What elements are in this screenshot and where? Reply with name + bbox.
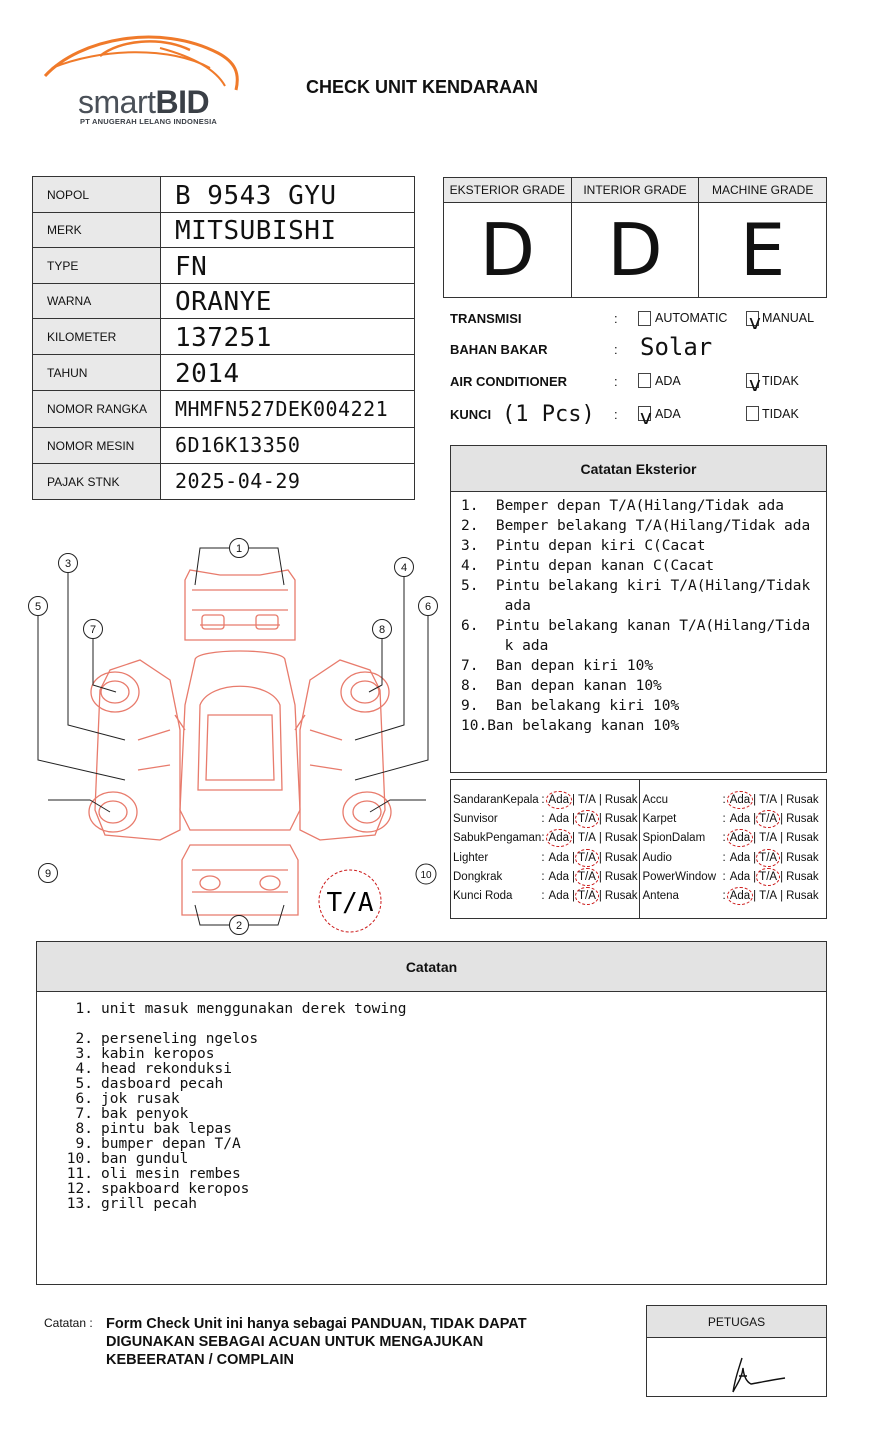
- exterior-notes-title: Catatan Eksterior: [451, 446, 826, 492]
- accessory-option-ada[interactable]: Ada: [548, 832, 569, 845]
- accessory-option-ada[interactable]: Ada: [548, 793, 569, 806]
- info-row-nopol: [33, 177, 414, 213]
- list-item: [65, 1032, 826, 1047]
- automatic-checkbox[interactable]: [638, 311, 651, 326]
- list-item: 8. Ban depan kanan 10%: [461, 678, 662, 694]
- list-item: [65, 1047, 826, 1062]
- list-item: [65, 1077, 826, 1092]
- accessory-name: Dongkrak: [453, 870, 503, 883]
- option-separator: |: [572, 832, 575, 845]
- kunci-tidak-checkbox[interactable]: [746, 406, 759, 421]
- info-value: MHMFN527DEK004221: [175, 396, 389, 421]
- info-label: MERK: [33, 213, 161, 247]
- accessory-colon: :: [722, 870, 726, 883]
- accessory-option-rusak[interactable]: Rusak: [604, 832, 638, 845]
- exterior-grade: [444, 178, 572, 297]
- grade-value: D: [607, 208, 663, 292]
- list-item: 9. Ban belakang kiri 10%: [461, 698, 680, 714]
- accessory-option-rusak[interactable]: Rusak: [604, 851, 638, 864]
- callout-7: [84, 620, 103, 639]
- signature-icon: [647, 1338, 826, 1396]
- option-separator: |: [753, 851, 757, 864]
- accessory-option-ta[interactable]: T/A: [759, 793, 778, 806]
- accessories-box: [450, 779, 827, 919]
- list-item: 10.Ban belakang kanan 10%: [461, 718, 680, 734]
- callout-10: [416, 864, 436, 884]
- accessories-right-column: [639, 780, 827, 918]
- info-label: NOMOR RANGKA: [33, 391, 161, 427]
- interior-grade: [572, 178, 700, 297]
- accessory-options: [723, 852, 820, 864]
- logo-smart-text: smart: [78, 84, 156, 120]
- officer-label: PETUGAS: [647, 1306, 826, 1338]
- info-value: 6D16K13350: [175, 433, 301, 457]
- svg-text:6: 6: [424, 601, 432, 613]
- kunci-count: (1 Pcs): [502, 402, 595, 427]
- car-outline: [89, 570, 391, 915]
- list-item: [65, 1152, 826, 1167]
- option-separator: |: [753, 793, 757, 806]
- accessory-option-ada[interactable]: Ada: [548, 870, 569, 883]
- transmisi-label: TRANSMISI: [450, 311, 522, 326]
- accessory-row: [643, 809, 827, 828]
- option-separator: |: [598, 793, 602, 806]
- list-item: [65, 1122, 826, 1137]
- accessory-colon: :: [722, 832, 726, 845]
- accessory-option-ta[interactable]: T/A: [759, 870, 778, 883]
- list-item: [65, 1062, 826, 1077]
- svg-text:9: 9: [44, 868, 52, 880]
- callout-5: [29, 597, 48, 616]
- accessory-option-ta[interactable]: T/A: [578, 832, 596, 845]
- svg-text:8: 8: [378, 624, 386, 636]
- info-row-type: [33, 248, 414, 284]
- accessory-option-ada[interactable]: Ada: [548, 890, 569, 903]
- note-text: bak penyok: [101, 1106, 189, 1122]
- accessory-name: PowerWindow: [642, 870, 716, 883]
- info-value: 137251: [175, 323, 272, 353]
- accessory-name: Accu: [642, 793, 669, 806]
- colon: :: [614, 407, 618, 422]
- option-separator: |: [753, 832, 757, 845]
- accessory-option-rusak[interactable]: Rusak: [604, 890, 638, 903]
- option-separator: |: [598, 870, 602, 883]
- notes-list: [37, 992, 826, 1212]
- ac-ada-label: ADA: [655, 374, 681, 388]
- accessory-options: [541, 890, 638, 902]
- note-text: head rekonduksi: [101, 1061, 232, 1077]
- note-number: 1.: [75, 1001, 93, 1017]
- accessory-option-rusak[interactable]: Rusak: [786, 870, 819, 883]
- accessory-name: SpionDalam: [642, 832, 706, 845]
- ac-label: AIR CONDITIONER: [450, 374, 567, 389]
- callout-2: [230, 916, 249, 935]
- grade-header: EKSTERIOR GRADE: [444, 178, 571, 203]
- info-value: ORANYE: [175, 287, 272, 317]
- svg-text:3: 3: [64, 558, 72, 570]
- kunci-ada-label: ADA: [655, 407, 681, 421]
- svg-text:1: 1: [235, 543, 243, 555]
- note-number: 8.: [75, 1121, 93, 1137]
- list-item: [65, 1002, 826, 1017]
- note-number: 4.: [75, 1061, 93, 1077]
- manual-label: MANUAL: [762, 311, 815, 325]
- accessory-option-ada[interactable]: Ada: [729, 812, 751, 825]
- accessory-option-rusak[interactable]: Rusak: [786, 890, 819, 903]
- option-separator: |: [753, 870, 757, 883]
- note-number: 7.: [75, 1106, 93, 1122]
- svg-text:5: 5: [34, 601, 42, 613]
- accessory-colon: :: [722, 851, 726, 864]
- kunci-label: KUNCI: [450, 407, 492, 422]
- option-separator: |: [780, 793, 784, 806]
- note-text: ban gundul: [101, 1151, 189, 1167]
- accessory-option-rusak[interactable]: Rusak: [604, 870, 638, 883]
- list-item: 1. Bemper depan T/A(Hilang/Tidak ada: [461, 498, 785, 514]
- car-damage-diagram: [20, 530, 445, 940]
- accessory-option-rusak[interactable]: Rusak: [786, 812, 819, 825]
- officer-box: [646, 1305, 827, 1397]
- note-number: 9.: [75, 1136, 93, 1152]
- accessory-row: [643, 848, 827, 867]
- colon: :: [614, 342, 618, 357]
- grade-header: MACHINE GRADE: [699, 178, 826, 203]
- accessory-options: [541, 852, 638, 864]
- svg-text:7: 7: [89, 624, 97, 636]
- info-value: B 9543 GYU: [175, 181, 337, 211]
- info-label: NOPOL: [33, 177, 161, 212]
- note-number: 12.: [66, 1181, 93, 1197]
- list-item: 4. Pintu depan kanan C(Cacat: [461, 558, 715, 574]
- list-item: 7. Ban depan kiri 10%: [461, 658, 654, 674]
- ac-ada-checkbox[interactable]: [638, 373, 651, 388]
- info-label: NOMOR MESIN: [33, 428, 161, 463]
- info-value: MITSUBISHI: [175, 216, 337, 246]
- info-row-kilometer: [33, 319, 414, 355]
- info-row-nomor-mesin: [33, 428, 414, 464]
- accessory-colon: :: [541, 812, 545, 825]
- accessory-name: Antena: [642, 890, 679, 903]
- info-row-pajak-stnk: [33, 464, 414, 499]
- footer-label: Catatan :: [44, 1316, 93, 1330]
- option-separator: |: [753, 890, 757, 903]
- option-separator: |: [780, 870, 784, 883]
- list-item: ada: [461, 598, 531, 614]
- accessory-option-ta[interactable]: T/A: [578, 793, 596, 806]
- accessory-option-rusak[interactable]: Rusak: [786, 832, 819, 845]
- exterior-notes-box: [450, 445, 827, 773]
- list-item: 6. Pintu belakang kanan T/A(Hilang/Tida: [461, 618, 811, 634]
- check-mark-icon: v: [749, 372, 761, 396]
- callout-9: [39, 864, 58, 883]
- accessory-option-rusak[interactable]: Rusak: [604, 793, 638, 806]
- accessory-options: [723, 832, 820, 844]
- accessory-colon: :: [541, 851, 545, 864]
- accessory-options: [723, 890, 820, 902]
- accessory-option-ada[interactable]: Ada: [548, 851, 569, 864]
- callout-8: [373, 620, 392, 639]
- accessory-option-ada[interactable]: Ada: [729, 851, 751, 864]
- note-text: grill pecah: [101, 1196, 198, 1212]
- vehicle-info-table: [32, 176, 415, 500]
- accessory-option-ada[interactable]: Ada: [548, 812, 569, 825]
- ac-tidak-label: TIDAK: [762, 374, 799, 388]
- notes-box: [36, 941, 827, 1285]
- info-label: TAHUN: [33, 355, 161, 390]
- accessory-name: Lighter: [453, 851, 489, 864]
- list-item: [65, 1107, 826, 1122]
- accessory-option-ada[interactable]: Ada: [729, 793, 751, 806]
- exterior-notes-list: [451, 492, 826, 736]
- option-separator: |: [598, 890, 602, 903]
- colon: :: [614, 311, 618, 326]
- car-outline-icon: [20, 530, 445, 940]
- logo-subtitle: PT ANUGERAH LELANG INDONESIA: [80, 117, 217, 126]
- accessory-row: [643, 886, 827, 905]
- check-mark-icon: v: [640, 405, 652, 429]
- note-text: bumper depan T/A: [101, 1136, 241, 1152]
- bahan-bakar-value: Solar: [640, 333, 713, 361]
- note-number: 13.: [66, 1196, 93, 1212]
- accessory-option-rusak[interactable]: Rusak: [604, 812, 638, 825]
- callout-1: [230, 539, 249, 558]
- option-separator: |: [572, 851, 575, 864]
- accessory-name: SabukPengaman: [453, 832, 542, 845]
- list-item: [65, 1182, 826, 1197]
- list-item: k ada: [461, 638, 549, 654]
- option-separator: |: [780, 890, 784, 903]
- accessory-option-ta[interactable]: T/A: [759, 851, 778, 864]
- option-separator: |: [598, 832, 602, 845]
- info-row-warna: [33, 284, 414, 319]
- accessory-options: [723, 794, 820, 806]
- grade-value: D: [479, 208, 536, 292]
- callout-3: [59, 554, 78, 573]
- callout-6: [419, 597, 438, 616]
- svg-text:10: 10: [420, 870, 432, 881]
- option-separator: |: [753, 812, 757, 825]
- accessory-option-ta[interactable]: T/A: [578, 812, 596, 825]
- accessory-row: [643, 829, 827, 848]
- logo-bid-text: BID: [155, 84, 210, 120]
- option-separator: |: [572, 793, 575, 806]
- callout-4: [395, 558, 414, 577]
- accessory-option-ta[interactable]: T/A: [759, 890, 778, 903]
- accessory-row: [453, 848, 639, 867]
- info-row-merk: [33, 213, 414, 248]
- accessory-colon: :: [541, 832, 545, 845]
- accessory-row: [643, 867, 827, 886]
- accessory-row: [453, 867, 639, 886]
- note-text: spakboard keropos: [101, 1181, 250, 1197]
- note-text: oli mesin rembes: [101, 1166, 241, 1182]
- list-item: 3. Pintu depan kiri C(Cacat: [461, 538, 706, 554]
- accessory-options: [541, 871, 638, 883]
- kunci-tidak-label: TIDAK: [762, 407, 799, 421]
- accessory-option-ta[interactable]: T/A: [759, 812, 778, 825]
- info-row-tahun: [33, 355, 414, 391]
- accessory-colon: :: [722, 890, 726, 903]
- info-label: KILOMETER: [33, 319, 161, 354]
- list-item: 2. Bemper belakang T/A(Hilang/Tidak ada: [461, 518, 811, 534]
- accessory-options: [541, 813, 638, 825]
- svg-text:4: 4: [400, 562, 408, 574]
- option-separator: |: [572, 890, 575, 903]
- note-number: 6.: [75, 1091, 93, 1107]
- accessory-option-rusak[interactable]: Rusak: [786, 793, 819, 806]
- accessory-option-ada[interactable]: Ada: [729, 870, 751, 883]
- document-title: CHECK UNIT KENDARAAN: [306, 77, 538, 97]
- colon: :: [614, 374, 618, 389]
- accessory-option-ta[interactable]: T/A: [578, 890, 596, 903]
- accessory-colon: :: [541, 890, 545, 903]
- note-text: dasboard pecah: [101, 1076, 224, 1092]
- accessory-options: [541, 832, 638, 844]
- accessory-option-ta[interactable]: T/A: [578, 851, 596, 864]
- automatic-label: AUTOMATIC: [655, 311, 728, 325]
- note-text: jok rusak: [101, 1091, 180, 1107]
- accessory-option-ta[interactable]: T/A: [759, 832, 778, 845]
- accessory-row: [453, 790, 639, 809]
- accessory-colon: :: [722, 793, 726, 806]
- accessory-options: [541, 794, 638, 806]
- list-item: [65, 1167, 826, 1182]
- accessory-name: Sunvisor: [453, 812, 498, 825]
- info-label: TYPE: [33, 248, 161, 283]
- note-text: pintu bak lepas: [101, 1121, 232, 1137]
- option-separator: |: [598, 812, 602, 825]
- info-row-nomor-rangka: [33, 391, 414, 428]
- grade-table: [443, 177, 827, 298]
- option-separator: |: [780, 832, 784, 845]
- grade-header: INTERIOR GRADE: [572, 178, 699, 203]
- accessory-row: [453, 809, 639, 828]
- info-value: FN: [175, 252, 208, 282]
- notes-title: Catatan: [37, 942, 826, 992]
- accessory-name: Audio: [642, 851, 672, 864]
- list-item: 5. Pintu belakang kiri T/A(Hilang/Tidak: [461, 578, 811, 594]
- accessory-colon: :: [722, 812, 726, 825]
- option-separator: |: [572, 870, 575, 883]
- note-number: 3.: [75, 1046, 93, 1062]
- logo-wordmark: [78, 84, 209, 121]
- accessories-left-column: [451, 780, 639, 918]
- note-number: 10.: [66, 1151, 93, 1167]
- accessory-colon: :: [541, 793, 545, 806]
- accessory-option-ada[interactable]: Ada: [729, 832, 751, 845]
- svg-text:T/A: T/A: [326, 888, 374, 918]
- accessory-row: [643, 790, 827, 809]
- info-value: 2014: [175, 359, 240, 389]
- option-separator: |: [780, 851, 784, 864]
- footer-disclaimer: Form Check Unit ini hanya sebagai PANDUAN, TIDAK DAPAT DIGUNAKAN SEBAGAI ACUAN UNTUK MENGAJUKAN KEBEERATAN / COMPLAIN: [106, 1316, 527, 1368]
- note-text: perseneling ngelos: [101, 1031, 259, 1047]
- accessory-name: Kunci Roda: [453, 890, 513, 903]
- note-text: kabin keropos: [101, 1046, 215, 1062]
- svg-text:2: 2: [235, 920, 243, 932]
- note-text: unit masuk menggunakan derek towing: [101, 1001, 407, 1017]
- accessory-row: [453, 829, 639, 848]
- note-number: 11.: [66, 1166, 93, 1182]
- bahan-bakar-label: BAHAN BAKAR: [450, 342, 548, 357]
- info-label: PAJAK STNK: [33, 464, 161, 499]
- machine-grade: [699, 178, 826, 297]
- accessory-row: [453, 886, 639, 905]
- accessory-option-ada[interactable]: Ada: [729, 890, 751, 903]
- info-label: WARNA: [33, 284, 161, 318]
- option-separator: |: [572, 812, 575, 825]
- grade-value: E: [739, 208, 786, 292]
- ta-stamp: [319, 870, 381, 932]
- list-item: [65, 1137, 826, 1152]
- accessory-options: [723, 871, 820, 883]
- accessory-name: Karpet: [642, 812, 677, 825]
- list-item: [65, 1092, 826, 1107]
- accessory-name: SandaranKepala: [453, 793, 539, 806]
- accessory-options: [723, 813, 820, 825]
- note-number: 5.: [75, 1076, 93, 1092]
- option-separator: |: [780, 812, 784, 825]
- note-number: 2.: [75, 1031, 93, 1047]
- list-item: [65, 1197, 826, 1212]
- accessory-colon: :: [541, 870, 545, 883]
- accessory-option-rusak[interactable]: Rusak: [786, 851, 819, 864]
- accessory-option-ta[interactable]: T/A: [578, 870, 596, 883]
- option-separator: |: [598, 851, 602, 864]
- info-value: 2025-04-29: [175, 469, 301, 493]
- check-mark-icon: v: [749, 310, 761, 334]
- leader-lines: [38, 548, 428, 925]
